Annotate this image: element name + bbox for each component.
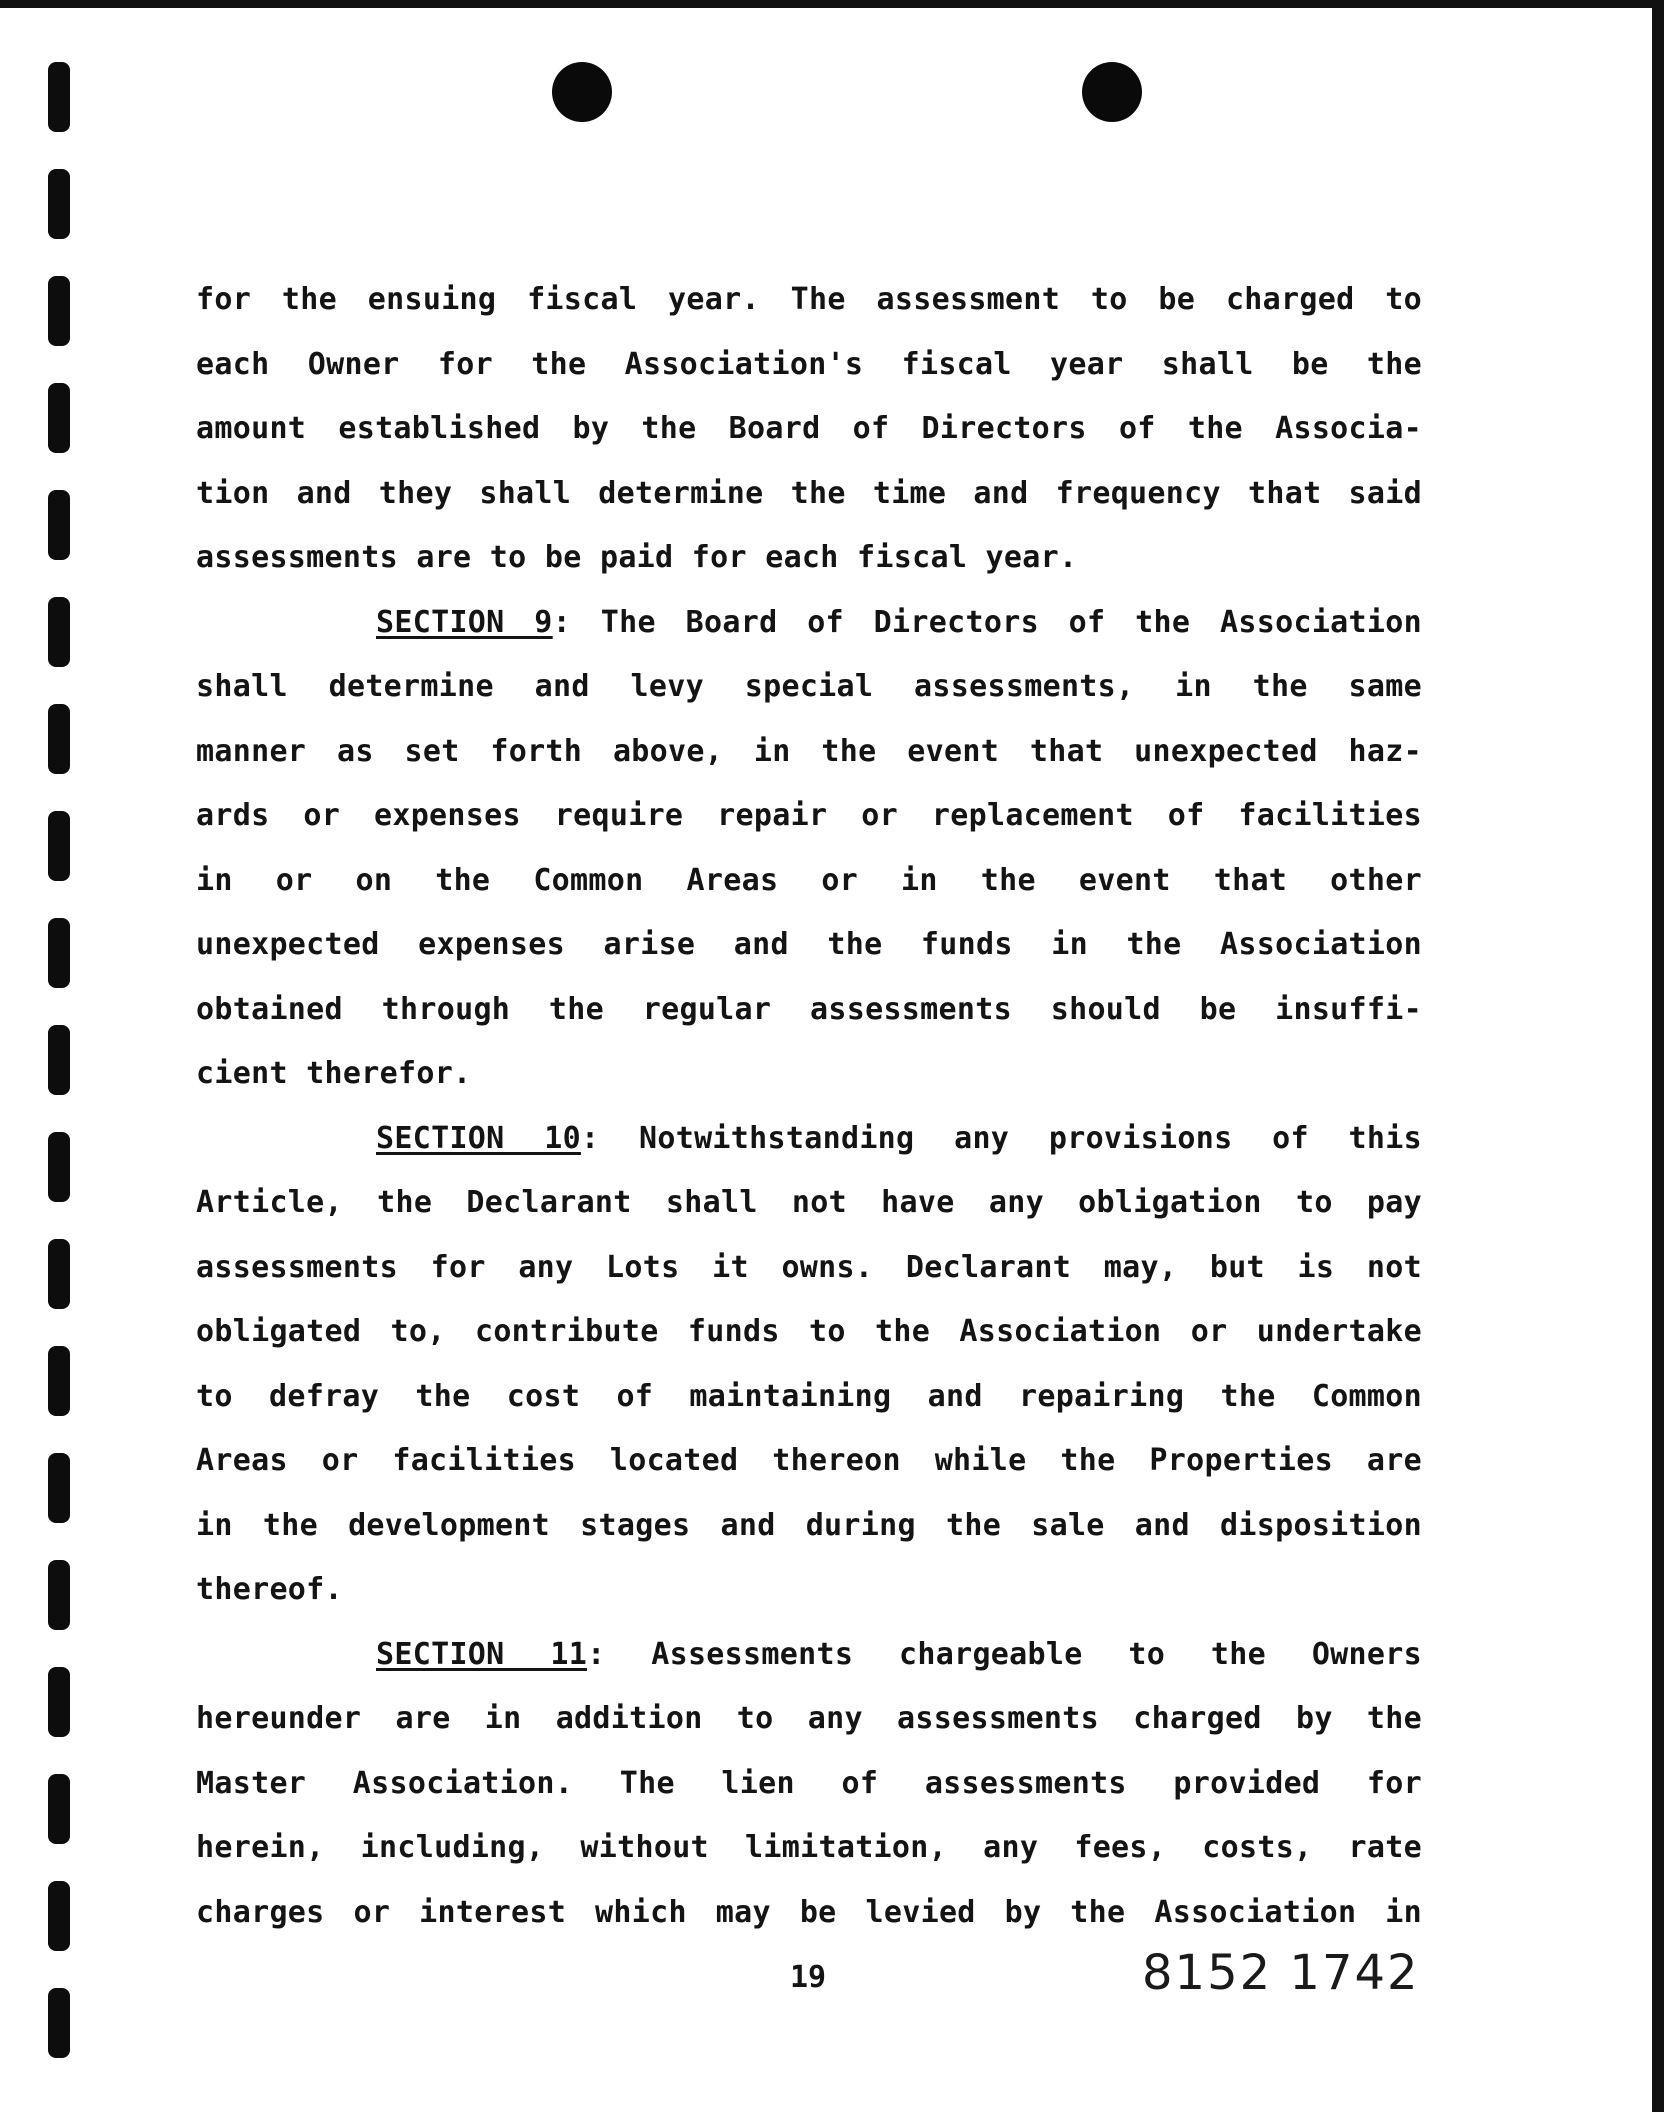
perforation-hole — [48, 1346, 70, 1416]
text-line: assessments for any Lots it owns. Declarant may, but is not — [196, 1249, 1422, 1285]
text-line: in the development stages and during the sale and disposition — [196, 1507, 1422, 1543]
punch-hole-right — [1082, 62, 1142, 122]
text-line: amount established by the Board of Directors of the Associa- — [196, 411, 1422, 446]
text-line: obligated to, contribute funds to the Association or undertake — [196, 1314, 1422, 1349]
section-9-body — [196, 655, 1422, 1107]
text-line: unexpected expenses arise and the funds in the Association — [196, 927, 1422, 962]
perforation-hole — [48, 1453, 70, 1523]
book-page-stamp: 8152 1742 — [1142, 1945, 1420, 2001]
section-10-first-line: SECTION 10: Notwithstanding any provisions of this — [376, 1120, 1422, 1156]
text-line: thereof. — [196, 1572, 343, 1607]
text-line: Areas or facilities located thereon while the Properties are — [196, 1443, 1422, 1478]
text-line: ards or expenses require repair or replacement of facilities — [196, 798, 1422, 833]
text-line: shall determine and levy special assessments, in the same — [196, 669, 1422, 704]
perforation-hole — [48, 276, 70, 346]
perforation-hole — [48, 490, 70, 560]
text-line: in or on the Common Areas or in the event that other — [196, 862, 1422, 898]
opening-paragraph — [196, 268, 1422, 591]
text-line: for the ensuing fiscal year. The assessment to be charged to — [196, 282, 1422, 317]
section-11 — [196, 1623, 1422, 1946]
section-11-body — [196, 1687, 1422, 1945]
perforation-hole — [48, 1132, 70, 1202]
section-10 — [196, 1107, 1422, 1623]
page-number: 19 — [790, 1960, 827, 1995]
perforation-hole — [48, 1667, 70, 1737]
section-10-heading: SECTION 10 — [376, 1120, 581, 1156]
text-line: each Owner for the Association's fiscal year shall be the — [196, 346, 1422, 382]
perforation-hole — [48, 383, 70, 453]
text-line: cient therefor. — [196, 1056, 472, 1091]
section-9-heading: SECTION 9 — [376, 604, 553, 640]
perforation-hole — [48, 62, 70, 132]
perforation-hole — [48, 169, 70, 239]
perforation-hole — [48, 704, 70, 774]
section-11-first-line: SECTION 11: Assessments chargeable to the Owners — [376, 1636, 1422, 1672]
perforation-hole — [48, 1025, 70, 1095]
scan-border-right — [1652, 0, 1664, 2112]
perforation-hole — [48, 1774, 70, 1844]
perforation-hole — [48, 1988, 70, 2058]
text-line: obtained through the regular assessments should be insuffi- — [196, 991, 1422, 1027]
perforation-hole — [48, 1239, 70, 1309]
perforation-hole — [48, 597, 70, 667]
perforation-hole — [48, 1881, 70, 1951]
text-line: tion and they shall determine the time and frequency that said — [196, 475, 1422, 511]
text-line: charges or interest which may be levied by the Association in — [196, 1894, 1422, 1930]
section-9 — [196, 591, 1422, 1107]
perforation-hole — [48, 1560, 70, 1630]
section-11-heading: SECTION 11 — [376, 1636, 588, 1672]
punch-hole-left — [552, 62, 612, 122]
document-body — [196, 268, 1422, 1945]
perforation-hole — [48, 811, 70, 881]
text-line: to defray the cost of maintaining and repairing the Common — [196, 1378, 1422, 1414]
text-line: Master Association. The lien of assessments provided for — [196, 1765, 1422, 1801]
perforation-hole — [48, 918, 70, 988]
text-line: herein, including, without limitation, any fees, costs, rate — [196, 1830, 1422, 1865]
section-9-first-line: SECTION 9: The Board of Directors of the Association — [376, 604, 1422, 640]
text-line: Article, the Declarant shall not have any obligation to pay — [196, 1185, 1422, 1220]
scan-border-top — [0, 0, 1664, 8]
section-10-body — [196, 1171, 1422, 1623]
text-line: assessments are to be paid for each fiscal year. — [196, 540, 1078, 575]
text-line: manner as set forth above, in the event that unexpected haz- — [196, 733, 1422, 769]
text-line: hereunder are in addition to any assessments charged by the — [196, 1701, 1422, 1736]
